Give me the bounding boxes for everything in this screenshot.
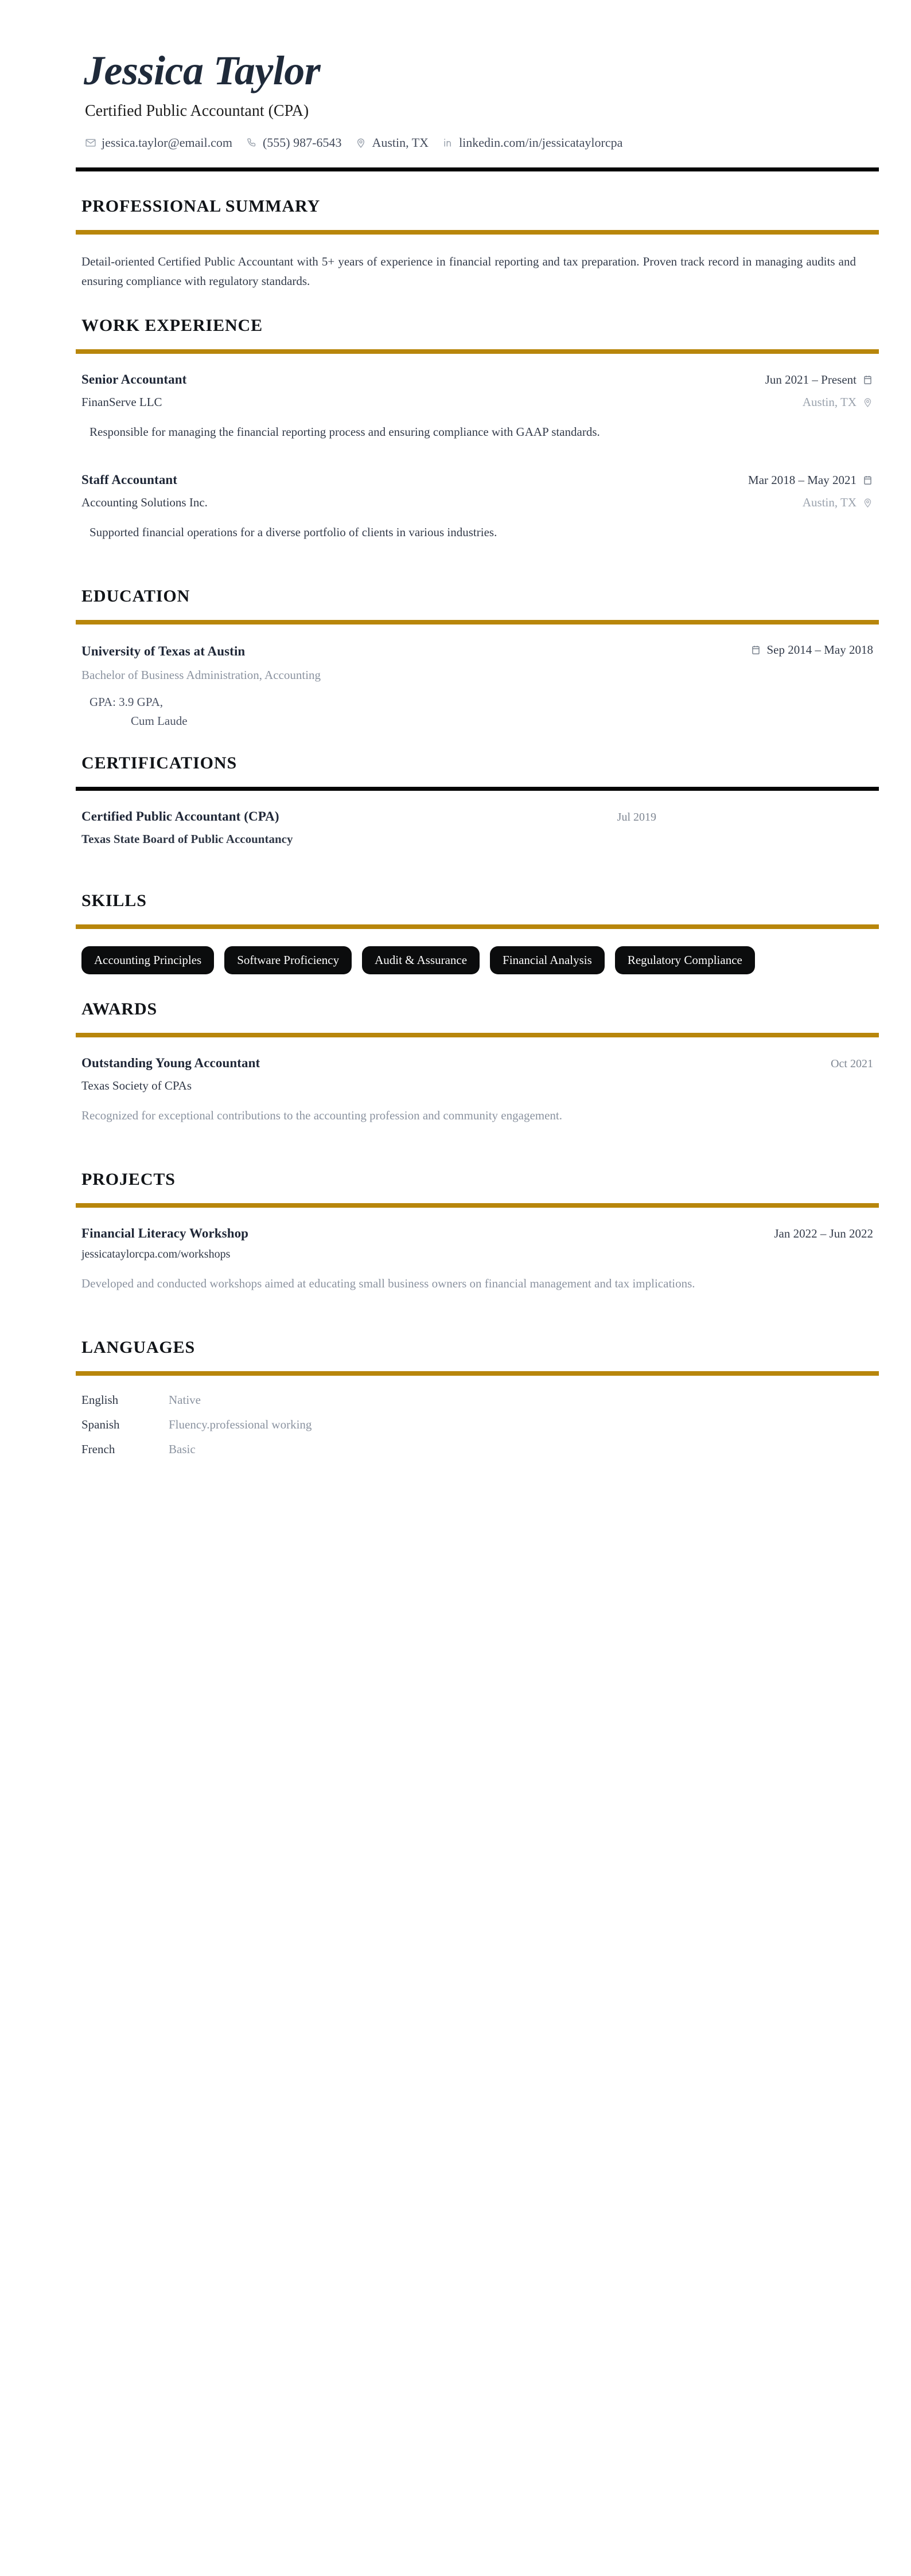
work-location-text: Austin, TX (802, 495, 857, 509)
work-location (803, 495, 873, 510)
project-description: Developed and conducted workshops aimed at educating small business owners on financial management and tax implications. (81, 1276, 695, 1290)
resume-header (60, 34, 851, 150)
language-level: Fluency.professional working (169, 1417, 312, 1431)
linkedin-icon (442, 137, 454, 149)
work-dates-text: Mar 2018 – May 2021 (748, 473, 857, 487)
phone-icon (246, 137, 258, 149)
contact-location[interactable] (355, 135, 429, 150)
section-heading-work: WORK EXPERIENCE (81, 315, 263, 335)
section-heading-projects: PROJECTS (81, 1169, 176, 1189)
contact-linkedin[interactable] (442, 135, 622, 150)
project-dates: Jan 2022 – Jun 2022 (774, 1226, 873, 1240)
section-heading-languages: LANGUAGES (81, 1337, 196, 1357)
award-entry (81, 1056, 873, 1125)
section-heading-education: EDUCATION (81, 586, 190, 606)
skills-divider (76, 924, 879, 929)
skills-chip-list (81, 946, 873, 974)
certification-name: Certified Public Accountant (CPA) (81, 809, 279, 823)
skill-chip[interactable]: Accounting Principles (81, 946, 214, 974)
calendar-icon (862, 475, 873, 486)
candidate-job-title: Certified Public Accountant (CPA) (85, 102, 309, 120)
work-location (803, 395, 873, 409)
section-work-experience (76, 316, 879, 542)
education-school: University of Texas at Austin (81, 643, 246, 658)
contact-bar (85, 135, 851, 150)
education-degree: Bachelor of Business Administration, Accounting (81, 668, 321, 682)
summary-text: Detail-oriented Certified Public Accountant with 5+ years of experience in financial reporting and tax preparation. Proven track record in managing audits and ensuring compliance with regulatory standards. (81, 254, 856, 288)
certification-date: Jul 2019 (617, 810, 656, 823)
award-issuer: Texas Society of CPAs (81, 1078, 192, 1092)
project-link[interactable]: jessicataylorcpa.com/workshops (81, 1247, 231, 1260)
education-gpa (89, 695, 873, 709)
project-title: Financial Literacy Workshop (81, 1225, 249, 1240)
header-divider (76, 167, 879, 171)
section-heading-certifications: CERTIFICATIONS (81, 753, 238, 772)
contact-linkedin-text: linkedin.com/in/jessicataylorcpa (459, 135, 623, 150)
work-dates-text: Jun 2021 – Present (765, 372, 857, 387)
work-dates (765, 373, 873, 387)
education-gpa-label: GPA: (89, 694, 116, 709)
skill-chip[interactable]: Financial Analysis (490, 946, 605, 974)
contact-location-text: Austin, TX (372, 135, 429, 150)
education-dates-text: Sep 2014 – May 2018 (766, 642, 873, 657)
skill-chip[interactable]: Audit & Assurance (362, 946, 480, 974)
candidate-name: Jessica Taylor (84, 48, 321, 93)
language-level: Basic (169, 1442, 196, 1456)
location-pin-icon (862, 397, 873, 408)
work-company: Accounting Solutions Inc. (81, 495, 208, 509)
resume-content (60, 34, 873, 1457)
awards-divider (76, 1033, 879, 1037)
education-gpa-value: 3.9 GPA, (119, 694, 163, 709)
calendar-icon (750, 645, 761, 655)
education-dates (750, 643, 874, 657)
location-pin-icon (355, 137, 367, 149)
language-row (81, 1418, 873, 1432)
section-skills (76, 891, 879, 974)
work-description: Supported financial operations for a diverse portfolio of clients in various industries. (89, 525, 497, 539)
section-heading-summary: PROFESSIONAL SUMMARY (81, 196, 321, 216)
calendar-icon (862, 374, 873, 385)
language-row (81, 1442, 873, 1457)
skill-chip[interactable]: Software Proficiency (224, 946, 352, 974)
contact-phone-text: (555) 987-6543 (262, 135, 342, 150)
work-dates (748, 473, 873, 487)
section-professional-summary (76, 197, 879, 291)
contact-phone[interactable] (246, 135, 341, 150)
work-divider (76, 349, 879, 354)
certification-issuer: Texas State Board of Public Accountancy (81, 832, 293, 846)
language-name: French (81, 1442, 115, 1456)
certification-entry (81, 809, 873, 846)
summary-divider (76, 230, 879, 235)
language-name: Spanish (81, 1417, 120, 1431)
award-description: Recognized for exceptional contributions to the accounting profession and community engagement. (81, 1108, 563, 1122)
language-level: Native (169, 1392, 201, 1407)
section-certifications (76, 754, 879, 846)
education-entry (81, 643, 873, 728)
section-languages (76, 1338, 879, 1457)
languages-divider (76, 1371, 879, 1376)
work-description: Responsible for managing the financial reporting process and ensuring compliance with GAAP standards. (89, 424, 600, 439)
certifications-divider (76, 787, 879, 791)
section-heading-skills: SKILLS (81, 891, 147, 910)
education-divider (76, 620, 879, 625)
section-heading-awards: AWARDS (81, 999, 158, 1018)
skill-chip[interactable]: Regulatory Compliance (615, 946, 755, 974)
language-row (81, 1393, 873, 1407)
envelope-icon (85, 137, 96, 149)
languages-list (81, 1393, 873, 1457)
contact-email[interactable] (85, 135, 232, 150)
work-entry (81, 473, 873, 542)
section-awards (76, 1000, 879, 1125)
projects-divider (76, 1203, 879, 1208)
location-pin-icon (862, 497, 873, 508)
project-entry (81, 1226, 873, 1293)
work-location-text: Austin, TX (802, 395, 857, 409)
language-name: English (81, 1392, 119, 1407)
section-education (76, 587, 879, 728)
section-projects (76, 1170, 879, 1293)
award-title: Outstanding Young Accountant (81, 1055, 260, 1070)
award-date: Oct 2021 (831, 1057, 873, 1070)
education-honors: Cum Laude (131, 713, 188, 728)
work-job-title: Senior Accountant (81, 372, 187, 387)
work-company: FinanServe LLC (81, 395, 162, 409)
work-job-title: Staff Accountant (81, 472, 178, 487)
contact-email-text: jessica.taylor@email.com (102, 135, 232, 150)
work-entry (81, 372, 873, 442)
